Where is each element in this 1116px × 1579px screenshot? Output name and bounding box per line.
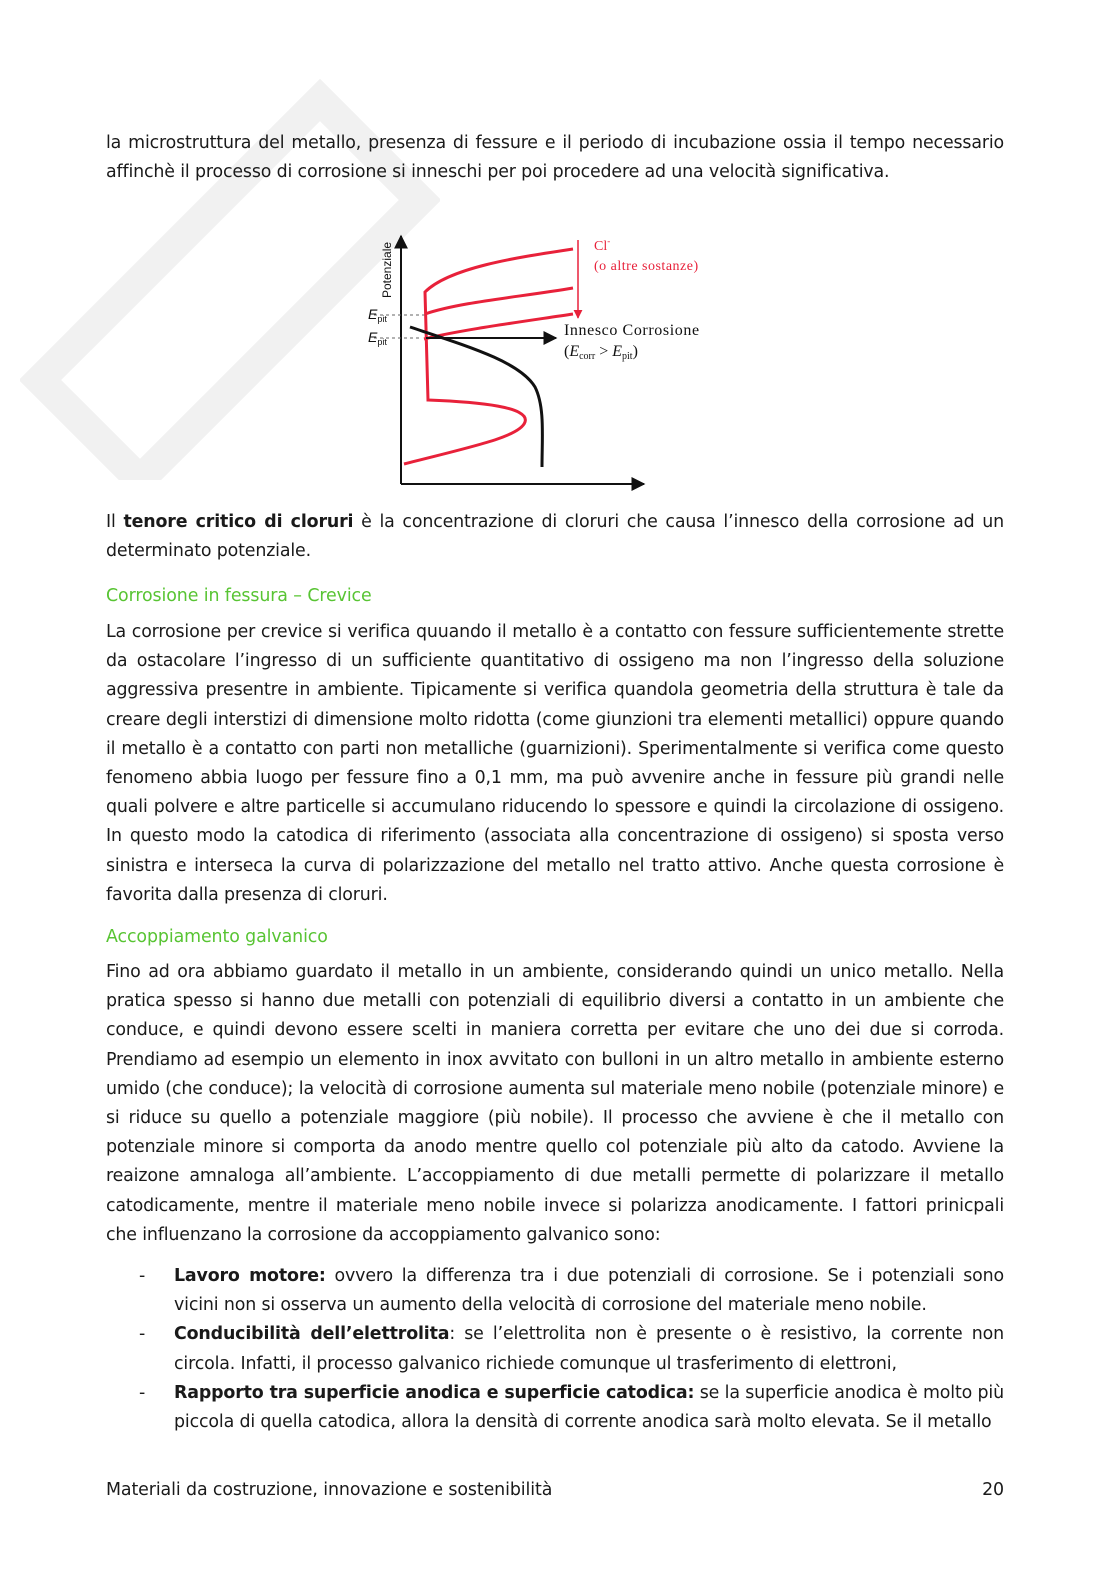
crevice-text: La corrosione per crevice si verifica quuando il metallo è a contatto con fessure sufficientemente strette da ostacolare l’ingresso di un sufficiente quantitativo di ossigeno ma non l’ingresso della soluzione aggressiva presentre in ambiente. Tipicamente si verifica quandola geometria della struttura è tale da creare degli interstizi di dimensione molto ridotta (come giunzioni tra elementi metallici) oppure quando il metallo è a contatto con parti non metalliche (guarnizioni). Sperimentalmente si verifica come questo fenomeno abbia luogo per fessure fino a 0,1 mm, ma può avvenire anche in fessure più grandi nelle quali polvere e altre particelle si accumulano riducendo lo spessore e quindi la circolazione di ossigeno. In questo modo la catodica di riferimento (associata alla concentrazione di ossigeno) si sposta verso sinistra e interseca la curva di polarizzazione del metallo nel tratto attivo. Anche questa corrosione è favorita dalla presenza di cloruri. [106, 622, 1004, 905]
list-item: - Rapporto tra superficie anodica e superficie catodica: se la superficie anodica è molto più piccola di quella catodica, allora la densità di corrente anodica sarà molto elevata. Se il metallo [139, 1382, 1004, 1433]
galvanic-text: Fino ad ora abbiamo guardato il metallo in un ambiente, considerando quindi un unico metallo. Nella pratica spesso si hanno due metalli con potenziali di equilibrio diversi a contatto in un ambiente che conduce, e quindi devono essere scelti in maniera corretta per evitare che uno dei due si corroda. Prendiamo ad esempio un elemento in inox avvitato con bulloni in un altro metallo in ambiente esterno umido (che conduce); la velocità di corrosione aumenta sul materiale meno nobile (potenziale minore) e si riduce su quello a potenziale maggiore (più nobile). Il processo che avviene è che il metallo con potenziale minore si comporta da anodo mentre quello col potenziale più alto da catodo. Avviene la reaizone amnaloga all’ambiente. L’accoppiamento di due metalli permette di polarizzare il metallo catodicamente, mentre il materiale meno nobile invece si polarizza anodicamente. I fattori prinicpali che influenzano la corrosione da accoppiamento galvanico sono: [106, 962, 1004, 1245]
page-footer [106, 1478, 1004, 1502]
epit-label-bottom: $E_{pit}$ [368, 329, 387, 347]
innesco-condition: (Ecorr > Epit) [564, 343, 638, 362]
intro-text: la microstruttura del metallo, presenza di fessure e il periodo di incubazione ossia il tempo necessario affinchè il processo di corrosione si inneschi per poi procedere ad una velocità significativa. [106, 133, 1004, 183]
chloride-note: (o altre sostanze) [594, 259, 699, 274]
galvanic-factors-list [106, 1262, 1004, 1437]
anodic-curve-mid [425, 288, 573, 314]
epit-label-top: $E_{pit}$ [368, 306, 387, 324]
innesco-label: Innesco Corrosione [564, 322, 700, 339]
tenore-rest: è la concentrazione di cloruri che causa l’innesco della corrosione ad un determinato potenziale. [106, 512, 1004, 562]
anodic-curve [404, 249, 573, 464]
polarization-figure [360, 222, 740, 497]
anodic-curve-low [424, 314, 573, 339]
tenore-prefix: Il [106, 512, 124, 532]
page-number: 20 [982, 1480, 1004, 1500]
intro-paragraph [106, 129, 1004, 187]
galvanic-paragraph [106, 958, 1004, 1250]
chloride-label: Cl- [594, 236, 611, 254]
crevice-heading: Corrosione in fessura – Crevice [106, 586, 372, 606]
list-item: - Conducibilità dell’elettrolita: se l’elettrolita non è presente o è resistivo, la corrente non circola. Infatti, il processo galvanico richiede comunque ul trasferimento di elettroni, [139, 1324, 1004, 1374]
y-axis-label: Potenziale [380, 241, 394, 298]
list-item: - Lavoro motore: ovvero la differenza tra i due potenziali di corrosione. Se i potenziali sono vicini non si osserva un aumento della velocità di corrosione del materiale meno nobile. [139, 1266, 1005, 1316]
footer-title: Materiali da costruzione, innovazione e sostenibilità [106, 1480, 553, 1500]
tenore-bold: tenore critico di cloruri [123, 512, 354, 532]
crevice-paragraph [106, 618, 1004, 910]
galvanic-heading: Accoppiamento galvanico [106, 927, 328, 947]
tenore-paragraph [106, 508, 1004, 566]
